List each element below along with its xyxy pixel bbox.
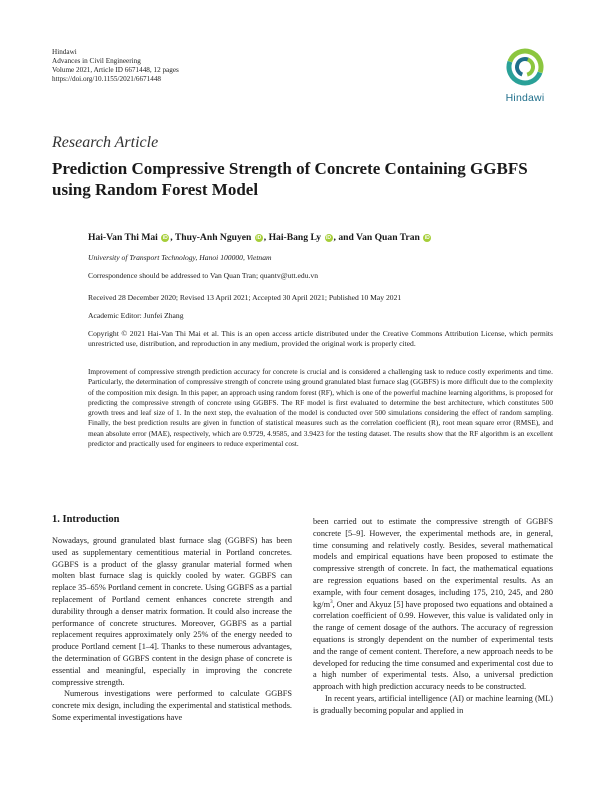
doi-link[interactable]: https://doi.org/10.1155/2021/6671448 [52,75,162,83]
author-name[interactable]: Hai-Van Thi Mai [88,232,158,243]
publication-dates: Received 28 December 2020; Revised 13 April 2021; Accepted 30 April 2021; Published 10 May 2021 [88,293,402,302]
paragraph: Nowadays, ground granulated blast furnace slag (GGBFS) has been used as supplementary cementitious material in Portland concretes. GGBFS is a product of the glassy granular material formed when molten blast furnace slag is quickly cooled by water. GGBFS can replace 35–65% Portland cement in concrete. Using GGBFS as a partial replacement of Portland cement enhances concrete strength and durability through a denser matrix formation. It could also increase the performance of concrete structures. Moreover, GGBFS as a partial replacement requires approximately only 25% of the energy needed to produce Portland cement [1–4]. Thanks to these numerous advantages, the determination of GGBFS content in the design phase of concrete is essential and meaningful, especially in improving the concrete compressive strength. [52,536,292,687]
paragraph [313,516,553,693]
superscript: 3 [330,599,333,605]
paragraph: In recent years, artificial intelligence (AI) or machine learning (ML) is gradually becoming popular and applied in [313,693,553,715]
orcid-icon[interactable]: iD [256,235,262,241]
orcid-icon[interactable]: iD [326,235,332,241]
hindawi-logo-icon [497,46,553,90]
author-separator: , [263,232,269,243]
paragraph-text: been carried out to estimate the compressive strength of GGBFS concrete [5–9]. However, the experimental methods are, in general, time consuming and relatively costly. Besides, several mathematical models and empirical equations have been proposed to estimate the compressive strength of concrete. In fact, the mathematical equations are regression equations based on the experimental results. As an example, with four cement dosages, including 175, 210, 245, and 280 kg/m [313,517,553,609]
abstract: Improvement of compressive strength prediction accuracy for concrete is crucial and is considered a challenging task to reduce costly experiments and time. Particularly, the determination of compressive strength of concrete using ground granulated blast furnace slag (GGBFS) is more difficult due to the complexity of the composition mix design. In this paper, an approach using random forest (RF), which is one of the powerful machine learning algorithms, is proposed for predicting the compressive strength of concrete using GGBFS. The RF model is first evaluated to determine the best architecture, which constitutes 500 growth trees and leaf size of 1. In the next step, the evaluation of the model is conducted over 500 simulations considering the effect of random sampling. Finally, the best prediction results are given in function of statistical measures such as the correlation coefficient (R), root mean square error (RMSE), and mean absolute error (MAE), respectively, which are 0.9729, 4.9585, and 3.9423 for the testing dataset. The results show that the RF algorithm is an excellent predictor and practically used for engineers to reduce experimental cost. [88,367,553,449]
body-column-left [52,535,292,724]
correspondence: Correspondence should be addressed to Van Quan Tran; quantv@utt.edu.vn [88,271,318,280]
author-separator: , [170,232,175,243]
author-name[interactable]: Hai-Bang Ly [268,232,322,243]
paragraph: Numerous investigations were performed to calculate GGBFS concrete mix design, including the experimental and statistical methods. Some experimental investigations have [52,689,292,722]
academic-editor: Academic Editor: Junfei Zhang [88,311,184,320]
orcid-icon[interactable]: iD [162,235,168,241]
section-heading: 1. Introduction [52,514,120,525]
orcid-icon[interactable]: iD [424,235,430,241]
author-name[interactable]: Van Quan Tran [356,232,420,243]
logo-text: Hindawi [505,92,545,104]
journal-info [52,48,179,84]
copyright-notice: Copyright © 2021 Hai-Van Thi Mai et al. This is an open access article distributed under the Creative Commons Attribution License, which permits unrestricted use, distribution, and reproduction in any medium, provided the original work is properly cited. [88,329,553,349]
hindawi-logo [497,46,553,110]
body-column-right [313,516,553,717]
publisher-name: Hindawi [52,48,77,56]
author-separator: , and [333,232,357,243]
paragraph-text: , Oner and Akyuz [5] have proposed two equations and obtained a correlation coefficient of 0.99. However, this value is validated only in the range of cement dosage of the authors. The accuracy of regression equations is strongly dependent on the number of experimental tests and the range of cement content. Therefore, a new approach needs to be developed for reducing the time consumed and experimental cost due to a high number of experimental tests. Also, a universal prediction approach with high prediction accuracy needs to be constructed. [313,599,553,692]
affiliation: University of Transport Technology, Hanoi 100000, Vietnam [88,253,272,262]
author-name[interactable]: Thuy-Anh Nguyen [174,232,252,243]
paper-title: Prediction Compressive Strength of Concrete Containing GGBFS using Random Forest Model [52,159,528,199]
volume-info: Volume 2021, Article ID 6671448, 12 pages [52,66,179,74]
author-list [88,232,432,243]
article-type: Research Article [52,134,159,151]
journal-name: Advances in Civil Engineering [52,57,141,65]
